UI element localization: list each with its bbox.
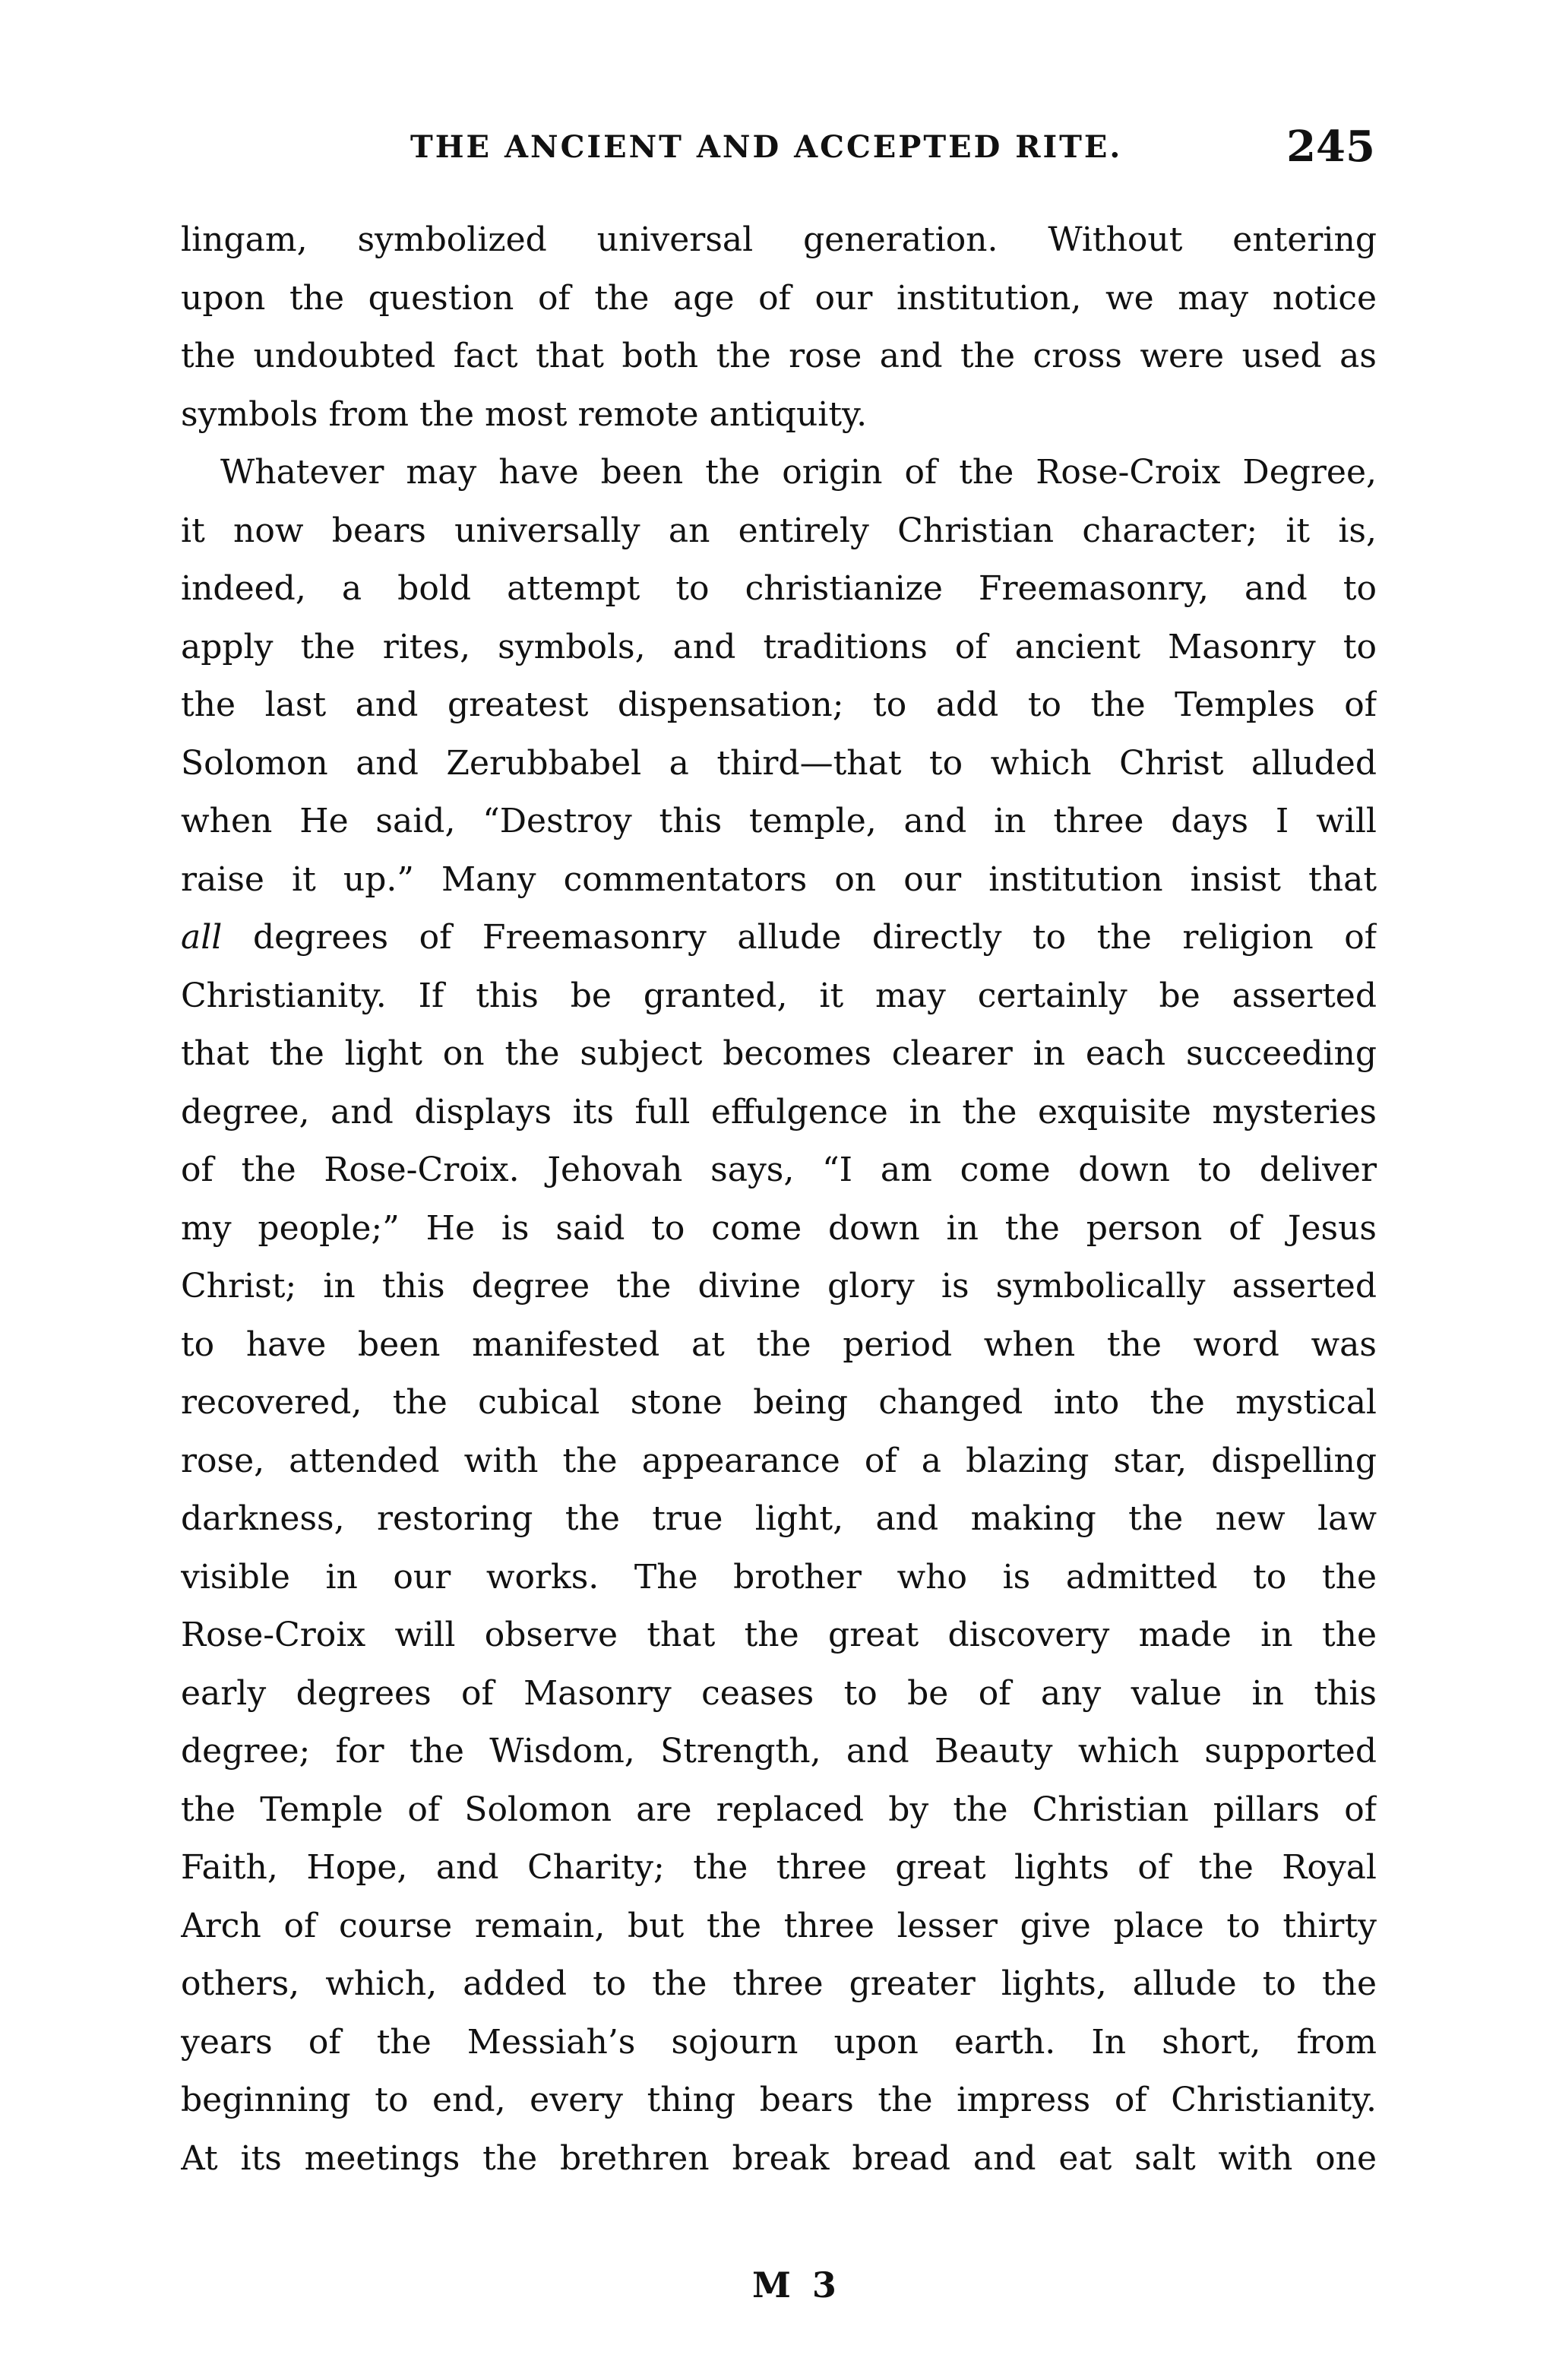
page-header <box>182 114 1383 175</box>
text-line: my people;” He is said to come down in the person of Jesus <box>181 1208 1377 1248</box>
text-line: Solomon and Zerubbabel a third—that to which Christ alluded <box>181 743 1377 783</box>
text-line: lingam, symbolized universal generation. Without entering <box>181 220 1377 259</box>
text-line: the last and greatest dispensation; to add to the Temples of <box>181 685 1377 724</box>
text-line: raise it up.” Many commentators on our institution insist that <box>181 859 1377 899</box>
text-line: early degrees of Masonry ceases to be of any value in this <box>181 1673 1377 1713</box>
text-line: the undoubted fact that both the rose and the cross were used as <box>181 337 1377 375</box>
text-line: Christianity. If this be granted, it may certainly be asserted <box>181 976 1377 1015</box>
text-line: darkness, restoring the true light, and making the new law <box>181 1499 1377 1538</box>
body-text <box>181 211 1377 2188</box>
signature-mark: M 3 <box>752 2264 841 2306</box>
running-head: THE ANCIENT AND ACCEPTED RITE. <box>410 129 1123 165</box>
text-line: beginning to end, every thing bears the impress of Christianity. <box>181 2081 1377 2119</box>
page-number: 245 <box>1286 122 1375 172</box>
text-line: recovered, the cubical stone being changed into the mystical <box>181 1383 1377 1422</box>
text-line: others, which, added to the three greater lights, allude to the <box>181 1964 1377 2003</box>
text-line: when He said, “Destroy this temple, and in three days I will <box>181 802 1377 840</box>
text-line: indeed, a bold attempt to christianize Freemasonry, and to <box>181 569 1377 608</box>
text-line: Arch of course remain, but the three lesser give place to thirty <box>181 1906 1377 1945</box>
text-line: upon the question of the age of our institution, we may notice <box>181 278 1377 318</box>
text-line: Whatever may have been the origin of the Rose-Croix Degree, <box>220 453 1377 492</box>
text-line-rest: degrees of Freemasonry allude directly to the religion of <box>222 918 1377 957</box>
text-line: Christ; in this degree the divine glory is symbolically asserted <box>181 1267 1377 1306</box>
emphasized-word: all <box>181 918 223 957</box>
text-line: rose, attended with the appearance of a blazing star, dispelling <box>181 1441 1377 1480</box>
text-line: apply the rites, symbols, and traditions of ancient Masonry to <box>181 627 1377 666</box>
text-line: degree, and displays its full effulgence in the exquisite mysteries <box>181 1092 1377 1131</box>
text-line: degree; for the Wisdom, Strength, and Beauty which supported <box>181 1732 1377 1771</box>
text-line <box>181 909 1377 967</box>
text-line: it now bears universally an entirely Christian character; it is, <box>181 511 1377 550</box>
text-line: of the Rose-Croix. Jehovah says, “I am come down to deliver <box>181 1150 1377 1189</box>
text-line: to have been manifested at the period when the word was <box>181 1325 1377 1364</box>
text-line: symbols from the most remote antiquity. <box>181 394 868 434</box>
text-line: the Temple of Solomon are replaced by the Christian pillars of <box>181 1790 1377 1829</box>
text-line: Rose-Croix will observe that the great discovery made in the <box>181 1616 1377 1654</box>
text-line: visible in our works. The brother who is admitted to the <box>181 1557 1377 1597</box>
text-line: years of the Messiah’s sojourn upon earth. In short, from <box>181 2022 1377 2062</box>
text-line: that the light on the subject becomes clearer in each succeeding <box>181 1034 1377 1073</box>
text-line: At its meetings the brethren break bread and eat salt with one <box>181 2138 1377 2178</box>
text-line: Faith, Hope, and Charity; the three great lights of the Royal <box>181 1848 1377 1887</box>
